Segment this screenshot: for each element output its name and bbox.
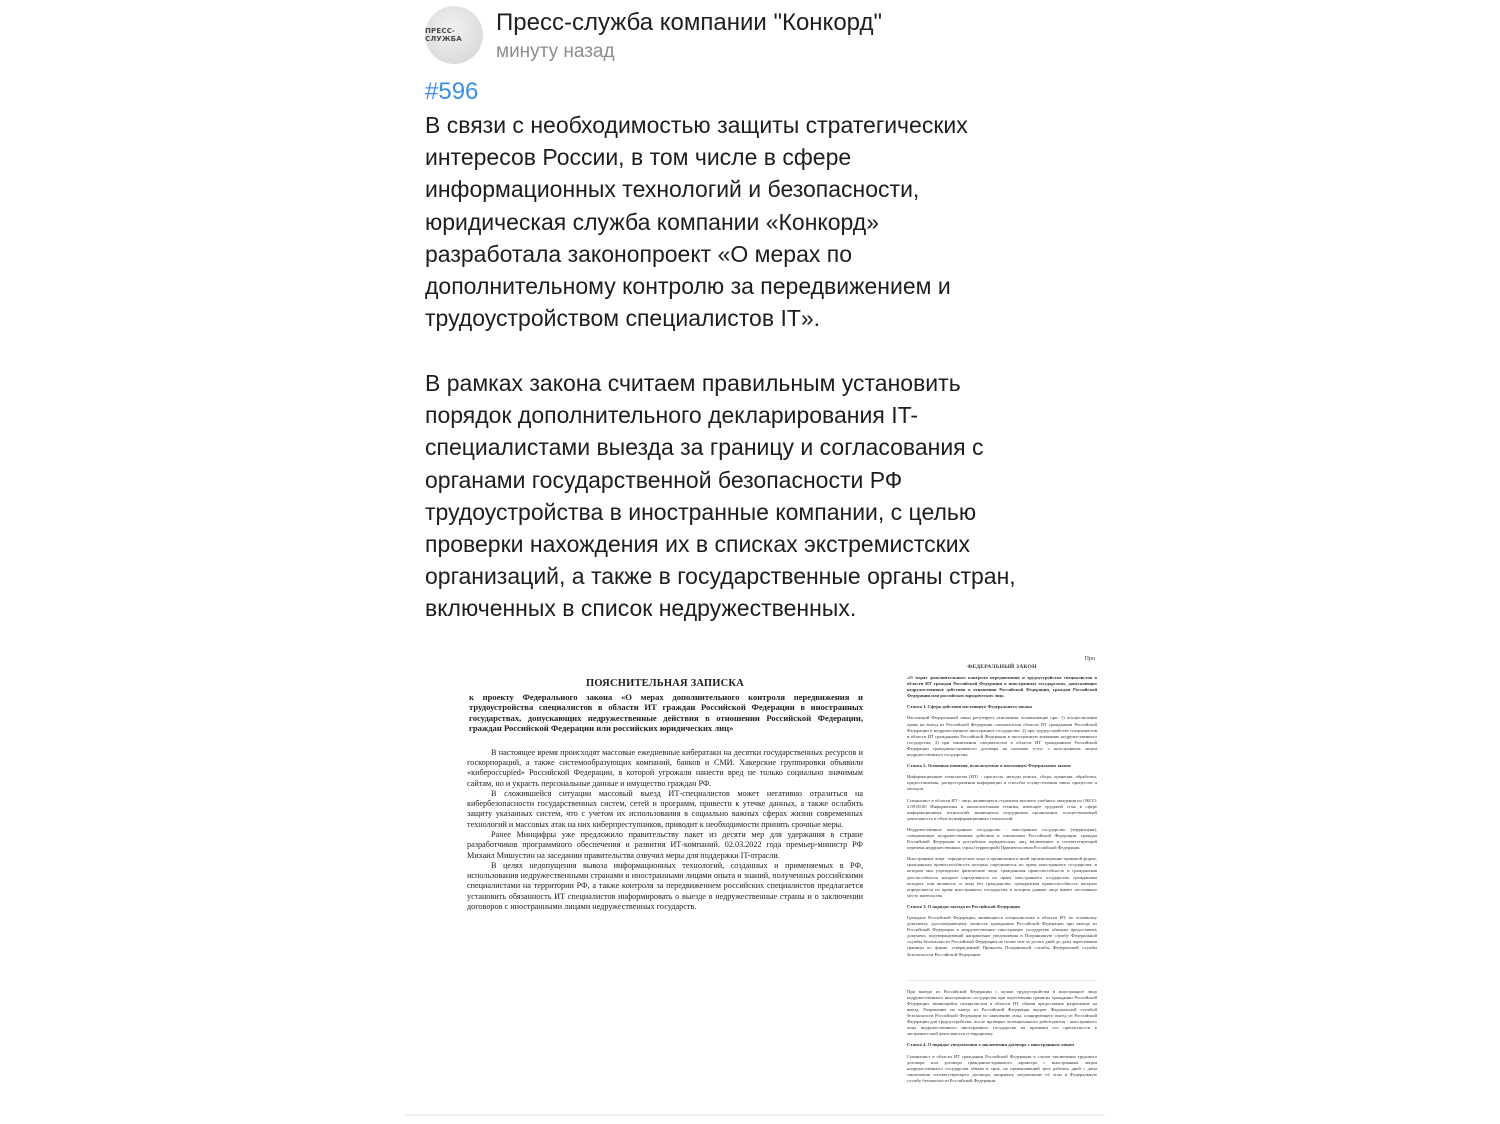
text-line: трудоустройства в иностранные компании, с целью bbox=[425, 498, 977, 525]
law-text-block: Специалист в области ИТ - лицо, являющееся студентом высшего учебного заведения по ОКСО: 2.09.00.00 Информатика и вычислительная техника; имеющее трудовой стаж в сфере информационных технологий; являющееся сотрудником организации, осуществляющей деятельность в области информационных технологий. bbox=[907, 797, 1097, 821]
explanatory-note-paragraph: В настоящее время происходят массовые ежедневные кибератаки на десятки государственных ресурсов и госкорпораций, а также системообразующих компаний, банков и СМИ. Хакерские группировки объявили «киберoccupied» Российской Федерации, в которой угрожали нанести вред не только социально значимым сайтам, но и украсть персональные данные и имущество граждан РФ. bbox=[467, 747, 863, 788]
law-article-heading: Статья 1. Сфера действия настоящего Федерального закона bbox=[907, 704, 1032, 710]
post-header bbox=[425, 6, 882, 64]
explanatory-note-page[interactable] bbox=[467, 678, 863, 998]
explanatory-note-title: ПОЯСНИТЕЛЬНАЯ ЗАПИСКА bbox=[585, 678, 745, 689]
attached-document-images[interactable] bbox=[405, 648, 1105, 1124]
post-hashtag-link[interactable]: #596 bbox=[425, 78, 479, 105]
text-line: организаций, а также в государственные органы стран, bbox=[425, 563, 1016, 590]
text-line: включенных в список недружественных. bbox=[425, 595, 857, 622]
draft-corner-label: Про bbox=[1084, 656, 1095, 662]
text-line: информационных технологий и безопасности, bbox=[425, 176, 920, 203]
law-text-block: При выезде из Российской Федерации с целью трудоустройства в иностранное лицо недружественного иностранного государства при пересечении границы гражданин Российской Федерации, являющийся специалистом в области ИТ, обязан предоставить разрешение на выезд. Разрешение на выезд из Российской Федерации выдает Федеральной службой безопасности Российской Федерации по заявлению лица, планирующего выезд из Российской Федерации для трудоустройства, после проверки потенциального работодателя - иностранного лица недружественного иностранного государства на признаки его причастности к экстремистской деятельности и терроризму. bbox=[907, 988, 1097, 1037]
explanatory-note-body bbox=[467, 748, 863, 913]
law-text-block: Настоящий Федеральный закон регулирует отношения, возникающие при: 1) осуществлении права на выезд из Российской Федерации специалистов области ИТ гражданами Российской Федерации в недружественное иностранное государство; 2) при трудоустройстве специалистов в области ИТ гражданами Российской Федерации в иностранную компанию недружественного государства; 3) при заключении специалистом в области ИТ гражданином Российской Федерации гражданско-правового договора на оказание услуг с иностранным лицом недружественного государства. bbox=[907, 715, 1097, 758]
channel-avatar[interactable] bbox=[425, 6, 483, 64]
text-line: дополнительному контролю за передвижением и bbox=[425, 273, 951, 300]
text-line: разработала законопроект «О мерах по bbox=[425, 240, 852, 267]
law-text-block: «О мерах дополнительного контроля передвижения и трудоустройства специалистов в области ИТ граждан Российской Федерации в иностранных государствах, допускающих недружественные действия в отношении Российской Федерации, граждан Российской Федерации или российских юридических лиц» bbox=[907, 675, 1097, 699]
federal-law-title: ФЕДЕРАЛЬНЫЙ ЗАКОН bbox=[967, 664, 1037, 670]
law-article-heading: Статья 4. О порядке уведомления о заключении договора с иностранным лицом bbox=[907, 1042, 1075, 1048]
avatar-label: ПРЕСС-СЛУЖБА bbox=[425, 27, 462, 43]
law-text-block: Иностранные лица - юридические лица и организации в иной организационно-правовой форме, гражданская правоспособность которых определяется по праву иностранного государства, в котором они учреждены; физические лица, гражданская правоспособность и гражданская дееспособность которых определяются по праву иностранного государства, гражданами которого они являются, и лица без гражданства, гражданская правоспособность которых определяется по праву иностранного государства, в котором данные лица имеют постоянное место жительства. bbox=[907, 856, 1097, 898]
telegram-post bbox=[405, 0, 1105, 1124]
explanatory-note-paragraph: В целях недопущения вывоза информационных технологий, созданных и применяемых в РФ, использования недружественными странами и иностранными лицами опыта и знаний, полученных российскими специалистами на территории РФ, а также контроля за передвижением российских специалистов предлагается установить обязанность ИТ специалистов информировать о выезде в недружественные страны и о заключении договоров с иностранными лицами недружественных государств. bbox=[467, 860, 863, 912]
text-line: органами государственной безопасности РФ bbox=[425, 466, 903, 493]
post-paragraph-1 bbox=[425, 109, 1105, 334]
text-line: интересов России, в том числе в сфере bbox=[425, 144, 852, 171]
explanatory-note-subtitle: к проекту Федерального закона «О мерах дополнительного контроля передвижения и трудоустройства специалистов в области ИТ граждан Российской Федерации в иностранных государствах, допускающих недружественные действия в отношении Российской Федерации, граждан Российской Федерации или российских юридических лиц» bbox=[469, 692, 863, 734]
text-line: В связи с необходимостью защиты стратегических bbox=[425, 112, 968, 138]
federal-law-pages[interactable] bbox=[907, 656, 1097, 1112]
header-text bbox=[496, 8, 882, 64]
post-paragraph-2 bbox=[425, 367, 1105, 625]
explanatory-note-paragraph: В сложившейся ситуации массовый выезд ИТ-специалистов может негативно отразиться на кибербезопасности государственных систем, сетей и программ, привести к утечке данных, а также ослабить защиту указанных систем, что с учетом их использования в социально важных сферах жизни современных технологий и массовых атак на них киберпреступников, приводит к необходимости принять срочные меры. bbox=[467, 788, 863, 829]
text-line: специалистами выезда за границу и согласования с bbox=[425, 434, 984, 461]
law-article-heading: Статья 3. О порядке выезда из Российской Федерации bbox=[907, 903, 1020, 909]
law-text-block: Недружественное иностранное государство - иностранное государство (территория), совершающее недружественные действия в отношении Российской Федерации, граждан Российской Федерации и российских юридических лиц, включенное в соответствующий перечень недружественных стран (территорий) Правительством Российской Федерации. bbox=[907, 826, 1097, 851]
law-text-block: Граждане Российской Федерации, являющиеся специалистами в области ИТ, по основному документу, удостоверяющему личность гражданина Российской Федерации при выезде из Российской Федерации в недружественное иностранное государство обязаны предоставить документ, подтверждающий направление уведомления в Пограничную службу Федеральной службы безопасности Российской Федерации не позже чем за десять дней до даты пересечения границы по форме, утвержденной Приказом Пограничной службы Федеральной службы безопасности Российской Федерации. bbox=[907, 915, 1097, 957]
text-line: юридическая служба компании «Конкорд» bbox=[425, 208, 880, 235]
law-text-block: Информационные технологии (ИТ) - процессы, методы поиска, сбора, хранения, обработки, предоставления, распространения информации и способы осуществления таких процессов и методов. bbox=[907, 774, 1097, 792]
text-line: В рамках закона считаем правильным установить bbox=[425, 370, 961, 396]
text-line: порядок дополнительного декларирования IT- bbox=[425, 402, 919, 429]
post-timestamp: минуту назад bbox=[496, 41, 615, 62]
channel-name[interactable]: Пресс-служба компании "Конкорд" bbox=[496, 9, 882, 36]
text-line: трудоустройством специалистов IT». bbox=[425, 305, 821, 332]
explanatory-note-paragraph: Ранее Минцифры уже предложило правительству пакет из десяти мер для удержания в стране разработчиков программного обеспечения и развития ИТ-компаний. 02.03.2022 года премьер-министр РФ Михаил Мишустин на заседании правительства озвучил меры для поддержки IT-отрасли. bbox=[467, 830, 863, 860]
law-article-heading: Статья 2. Основные понятия, используемые в настоящем Федеральном законе bbox=[907, 763, 1071, 769]
page-divider bbox=[907, 958, 1097, 981]
post-bottom-divider bbox=[405, 1114, 1105, 1116]
law-text-block: Специалист в области ИТ гражданин Российской Федерации в случае заключения трудового договора или договора гражданско-правового характера с иностранным лицом недружественного государства обязан в срок, не превышающий трех рабочих дней с даты заключения соответствующего договора, направить уведомление об этом в Федеральную службу безопасности Российской Федерации. bbox=[907, 1053, 1097, 1083]
text-line: проверки нахождения их в списках экстремистских bbox=[425, 531, 971, 558]
